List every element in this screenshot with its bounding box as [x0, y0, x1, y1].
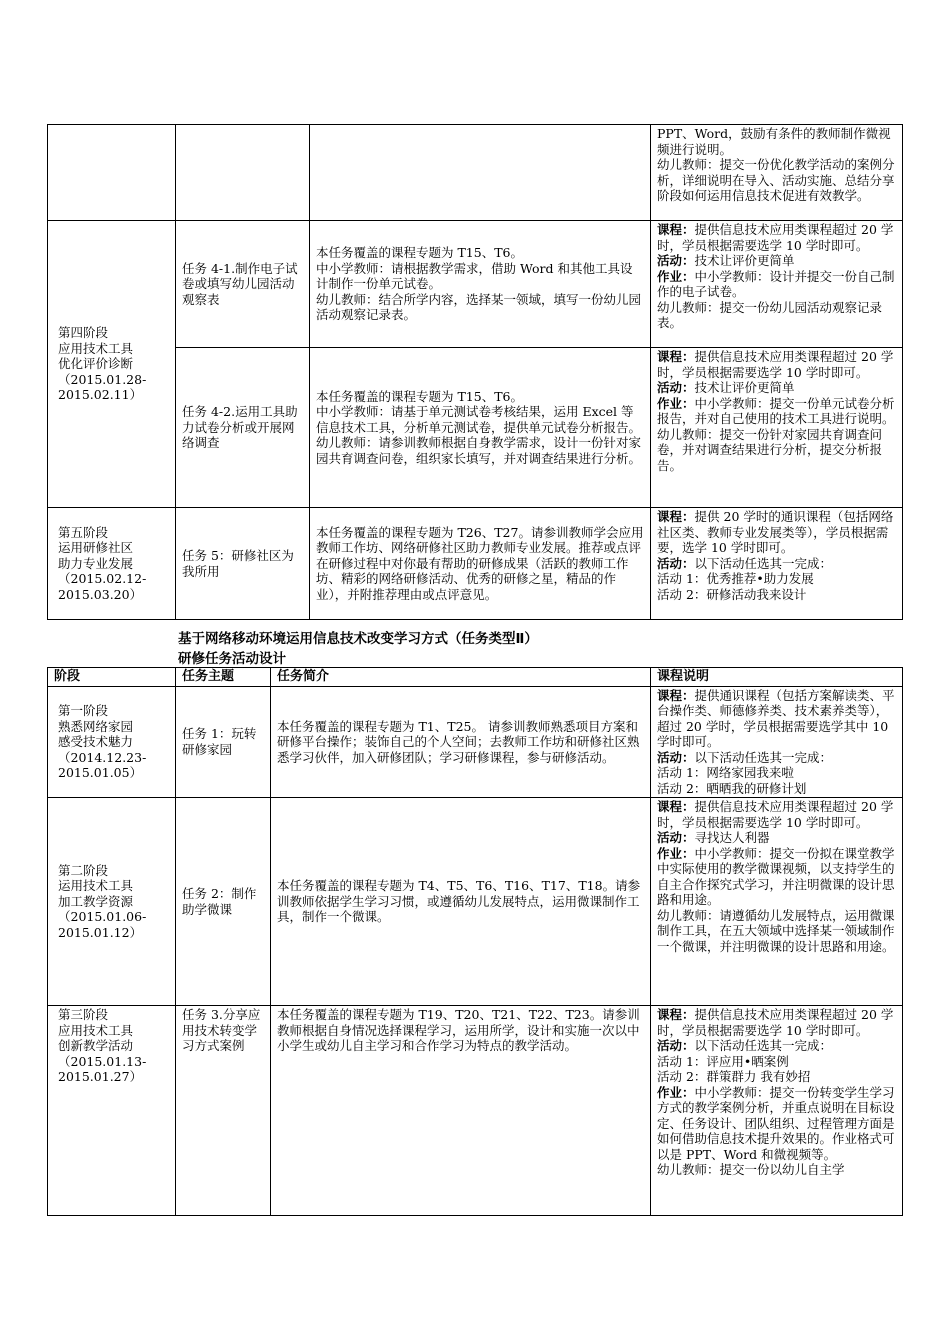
table-row [48, 686, 903, 798]
text-line: 第三阶段 [58, 1007, 109, 1022]
course-item [657, 380, 896, 396]
course-item [657, 509, 896, 556]
course-item-text: 活动 2：群策群力 我有妙招 [657, 1069, 811, 1084]
course-item [657, 1054, 896, 1070]
course-cell [651, 798, 903, 1006]
text-line: 任务 1：玩转研修家园 [182, 726, 257, 757]
course-item [657, 846, 896, 908]
section-title: 基于网络移动环境运用信息技术改变学习方式（任务类型Ⅱ） [178, 631, 538, 647]
text-line: （2015.01.28- [58, 371, 147, 387]
course-item [657, 253, 896, 269]
text-line: 第一阶段 [58, 703, 109, 718]
course-cell [651, 686, 903, 798]
text-line: 本任务覆盖的课程专题为 T15、T6。 [316, 388, 524, 404]
text-line: 任务 4-1.制作电子试卷或填写幼儿园活动观察表 [182, 260, 298, 307]
course-item-text: 提供 20 学时的通识课程（包括网络社区类、教师专业发展类等），学员根据需要，选学 10 学时即可。 [657, 509, 894, 555]
course-item-text: 活动 2：研修活动我来设计 [657, 586, 807, 602]
text-line: （2014.12.23- [58, 749, 147, 765]
header-course: 课程说明 [651, 668, 903, 687]
course-item-text: 技术让评价更简单 [694, 380, 795, 395]
course-item-label: 活动： [657, 555, 695, 571]
course-item [657, 830, 896, 846]
table-header-row [48, 668, 903, 687]
text-line: 助力专业发展 [58, 555, 134, 571]
text-line: 2015.01.05） [58, 765, 143, 780]
course-item-text: 提供信息技术应用类课程超过 20 学时，学员根据需要选学 10 学时即可。 [657, 1007, 894, 1038]
phase-cell [48, 798, 176, 1006]
section-subtitle: 研修任务活动设计 [178, 651, 286, 667]
text-line: 2015.03.20） [58, 586, 143, 602]
table-row [48, 508, 903, 620]
course-item-text: 寻找达人利器 [694, 830, 770, 845]
course-item [657, 157, 896, 204]
course-item [657, 750, 896, 766]
course-item-label: 作业： [657, 845, 695, 861]
course-item [657, 781, 896, 797]
text-line: 本任务覆盖的课程专题为 T19、T20、T21、T22、T23。请参训教师根据自身情况选择课程学习，运用所学，设计和实施一次以中小学生或幼儿自主学习和合作学习为特点的教学活动。 [277, 1007, 640, 1053]
course-item [657, 765, 896, 781]
course-item [657, 427, 896, 474]
header-desc: 任务简介 [271, 668, 651, 687]
course-item [657, 1162, 896, 1178]
course-item-text: 以下活动任选其一完成： [694, 1038, 833, 1053]
text-line: 第四阶段 [58, 325, 109, 341]
course-item [657, 396, 896, 427]
course-item-text: 活动 2：晒晒我的研修计划 [657, 780, 807, 796]
course-item [657, 349, 896, 380]
course-item-text: 中小学教师：提交一份单元试卷分析报告，并对自己使用的技术工具进行说明。 [657, 395, 895, 426]
text-line: 幼儿教师：结合所学内容，选择某一领域，填写一份幼儿园活动观察记录表。 [316, 291, 642, 323]
desc-cell [271, 798, 651, 1006]
course-item-label: 活动： [657, 830, 695, 845]
course-item [657, 1085, 896, 1163]
text-line: （2015.02.12- [58, 571, 147, 587]
text-line: 中小学教师：请根据教学需求，借助 Word 和其他工具设计制作一份单元试卷。 [316, 260, 633, 292]
course-item [657, 1069, 896, 1085]
text-line: 本任务覆盖的课程专题为 T4、T5、T6、T16、T17、T18。请参训教师依据学生学习习惯，或遵循幼儿发展特点，运用微课制作工具，制作一个微课。 [277, 878, 641, 925]
course-item-label: 作业： [657, 395, 695, 411]
task-cell [176, 1006, 271, 1216]
desc-cell [310, 125, 651, 221]
task-cell [176, 348, 310, 508]
course-item-label: 作业： [657, 1084, 695, 1100]
phase-cell [48, 125, 176, 221]
text-line: 创新教学活动 [58, 1038, 134, 1053]
course-item [657, 1007, 896, 1038]
course-item [657, 799, 896, 830]
desc-cell [310, 221, 651, 348]
course-item [657, 688, 896, 750]
course-item-text: 以下活动任选其一完成： [694, 555, 833, 571]
text-line: 本任务覆盖的课程专题为 T1、T25。 请参训教师熟悉项目方案和研修平台操作；装饰自己的个人空间；去教师工作坊和研修社区熟悉学习伙伴，加入研修团队；学习研修课程，参与研修活动。 [277, 718, 640, 765]
course-item-label: 活动： [657, 380, 695, 395]
text-line: 应用技术工具 [58, 1022, 134, 1038]
text-line: 2015.02.11） [58, 387, 143, 403]
course-item-text: 幼儿教师：提交一份优化教学活动的案例分析，详细说明在导入、活动实施、总结分享阶段如何运用信息技术促进有效教学。 [657, 157, 895, 203]
course-item [657, 300, 896, 331]
course-item-text: 活动 1：评应用•晒案例 [657, 1053, 789, 1069]
course-item [657, 1038, 896, 1054]
course-item-text: 提供通识课程（包括方案解读类、平台操作类、师德修养类、技术素养类等），超过 20 学时，学员根据需要选学其中 10 学时即可。 [657, 687, 895, 749]
course-item-text: 中小学教师：提交一份拟在课堂教学中实际使用的教学微课视频，以支持学生的自主合作探究式学习，并注明微课的设计思路和用途。 [657, 845, 895, 907]
course-item-label: 活动： [657, 1038, 695, 1053]
activity-table-body [48, 686, 903, 1216]
text-line: 加工教学资源 [58, 893, 134, 909]
course-item-label: 作业： [657, 268, 695, 284]
course-item-text: 技术让评价更简单 [694, 253, 795, 268]
header-phase: 阶段 [48, 668, 176, 687]
text-line: 本任务覆盖的课程专题为 T26、T27。请参训教师学会应用教师工作坊、网络研修社区助力教师专业发展。推荐或点评在研修过程中对你最有帮助的研修成果（活跃的教师工作坊、精彩的网络研修活动、优秀的研修之星，精品的作业），并附推荐理由或点评意见。 [316, 524, 644, 602]
text-line: 第二阶段 [58, 862, 109, 878]
header-task: 任务主题 [176, 668, 271, 687]
course-item-label: 课程： [657, 222, 695, 237]
table-row [48, 125, 903, 221]
text-line: 熟悉网络家园 [58, 718, 134, 734]
text-line: 任务 3.分享应用技术转变学习方式案例 [182, 1007, 261, 1053]
course-item-text: 提供信息技术应用类课程超过 20 学时，学员根据需要选学 10 学时即可。 [657, 349, 894, 380]
course-item-text: 活动 1：网络家园我来啦 [657, 765, 794, 780]
desc-cell [310, 348, 651, 508]
text-line: 2015.01.12） [58, 924, 143, 940]
course-item-label: 课程： [657, 1007, 695, 1022]
phase-cell [48, 221, 176, 508]
course-item-text: 幼儿教师：提交一份幼儿园活动观察记录表。 [657, 299, 883, 330]
course-item-text: 提供信息技术应用类课程超过 20 学时，学员根据需要选学 10 学时即可。 [657, 222, 894, 253]
text-line: 任务 5：研修社区为我所用 [182, 548, 294, 579]
table-row [48, 798, 903, 1006]
course-item-text: 幼儿教师：请遵循幼儿发展特点，运用微课制作工具，在五大领域中选择某一领域制作一个微课，并注明微课的设计思路和用途。 [657, 907, 895, 954]
text-line: 任务 4-2.运用工具助力试卷分析或开展网络调查 [182, 404, 298, 451]
course-item-label: 课程： [657, 799, 695, 814]
course-item-text: 幼儿教师：提交一份以幼儿自主学 [657, 1162, 845, 1177]
course-item [657, 571, 896, 587]
text-line: （2015.01.13- [58, 1053, 147, 1069]
course-item-text: 以下活动任选其一完成： [694, 749, 833, 765]
text-line: 运用技术工具 [58, 878, 134, 894]
text-line: 运用研修社区 [58, 540, 134, 556]
course-item-label: 课程： [657, 509, 695, 524]
activity-design-table [47, 667, 903, 1216]
table-row [48, 348, 903, 508]
table-row [48, 221, 903, 348]
phase-cell [48, 1006, 176, 1216]
course-cell [651, 221, 903, 348]
phase-cell [48, 686, 176, 798]
course-item-text: 提供信息技术应用类课程超过 20 学时，学员根据需要选学 10 学时即可。 [657, 799, 894, 830]
course-item-label: 活动： [657, 253, 695, 268]
text-line: 本任务覆盖的课程专题为 T15、T6。 [316, 245, 524, 261]
desc-cell [271, 1006, 651, 1216]
text-line: 中小学教师：请基于单元测试卷考核结果，运用 Excel 等信息技术工具，分析单元测试卷，提供单元试卷分析报告。 [316, 404, 642, 435]
text-line: （2015.01.06- [58, 909, 147, 925]
course-item-text: 幼儿教师：提交一份针对家园共育调查问卷，并对调查结果进行分析，提交分析报告。 [657, 426, 883, 473]
course-item-text: 活动 1：优秀推荐•助力发展 [657, 571, 814, 586]
course-item-text: PPT、Word，鼓励有条件的教师制作微视频进行说明。 [657, 126, 891, 157]
course-item-label: 课程： [657, 687, 695, 703]
course-item [657, 269, 896, 300]
task-cell [176, 508, 310, 620]
desc-cell [310, 508, 651, 620]
task-cell [176, 798, 271, 1006]
course-item-text: 中小学教师：设计并提交一份自己制作的电子试卷。 [657, 268, 895, 299]
course-cell [651, 508, 903, 620]
course-cell [651, 348, 903, 508]
text-line: 任务 2：制作助学微课 [182, 886, 257, 917]
course-cell [651, 125, 903, 221]
course-item [657, 587, 896, 603]
course-item-label: 活动： [657, 749, 695, 765]
text-line: 优化评价诊断 [58, 356, 134, 372]
task-cell [176, 125, 310, 221]
text-line: 应用技术工具 [58, 340, 134, 356]
task-cell [176, 221, 310, 348]
course-item-label: 课程： [657, 349, 695, 364]
task-cell [176, 686, 271, 798]
task-table-continued [47, 124, 903, 620]
text-line: 第五阶段 [58, 524, 109, 540]
course-cell [651, 1006, 903, 1216]
phase-cell [48, 508, 176, 620]
text-line: 感受技术魅力 [58, 734, 134, 749]
text-line: 幼儿教师：请参训教师根据自身教学需求，设计一份针对家园共育调查问卷，组织家长填写，并对调查结果进行分析。 [316, 435, 642, 466]
course-item [657, 556, 896, 572]
desc-cell [271, 686, 651, 798]
course-item-text: 中小学教师：提交一份转变学生学习方式的教学案例分析，并重点说明在目标设定、任务设计、团队组织、过程管理方面是如何借助信息技术提升效果的。作业格式可以是 PPT、Word 和微视频等。 [657, 1084, 895, 1162]
table-row [48, 1006, 903, 1216]
course-item [657, 908, 896, 955]
text-line: 2015.01.27） [58, 1069, 143, 1084]
course-item [657, 126, 896, 157]
task-table-body [48, 125, 903, 620]
course-item [657, 222, 896, 253]
